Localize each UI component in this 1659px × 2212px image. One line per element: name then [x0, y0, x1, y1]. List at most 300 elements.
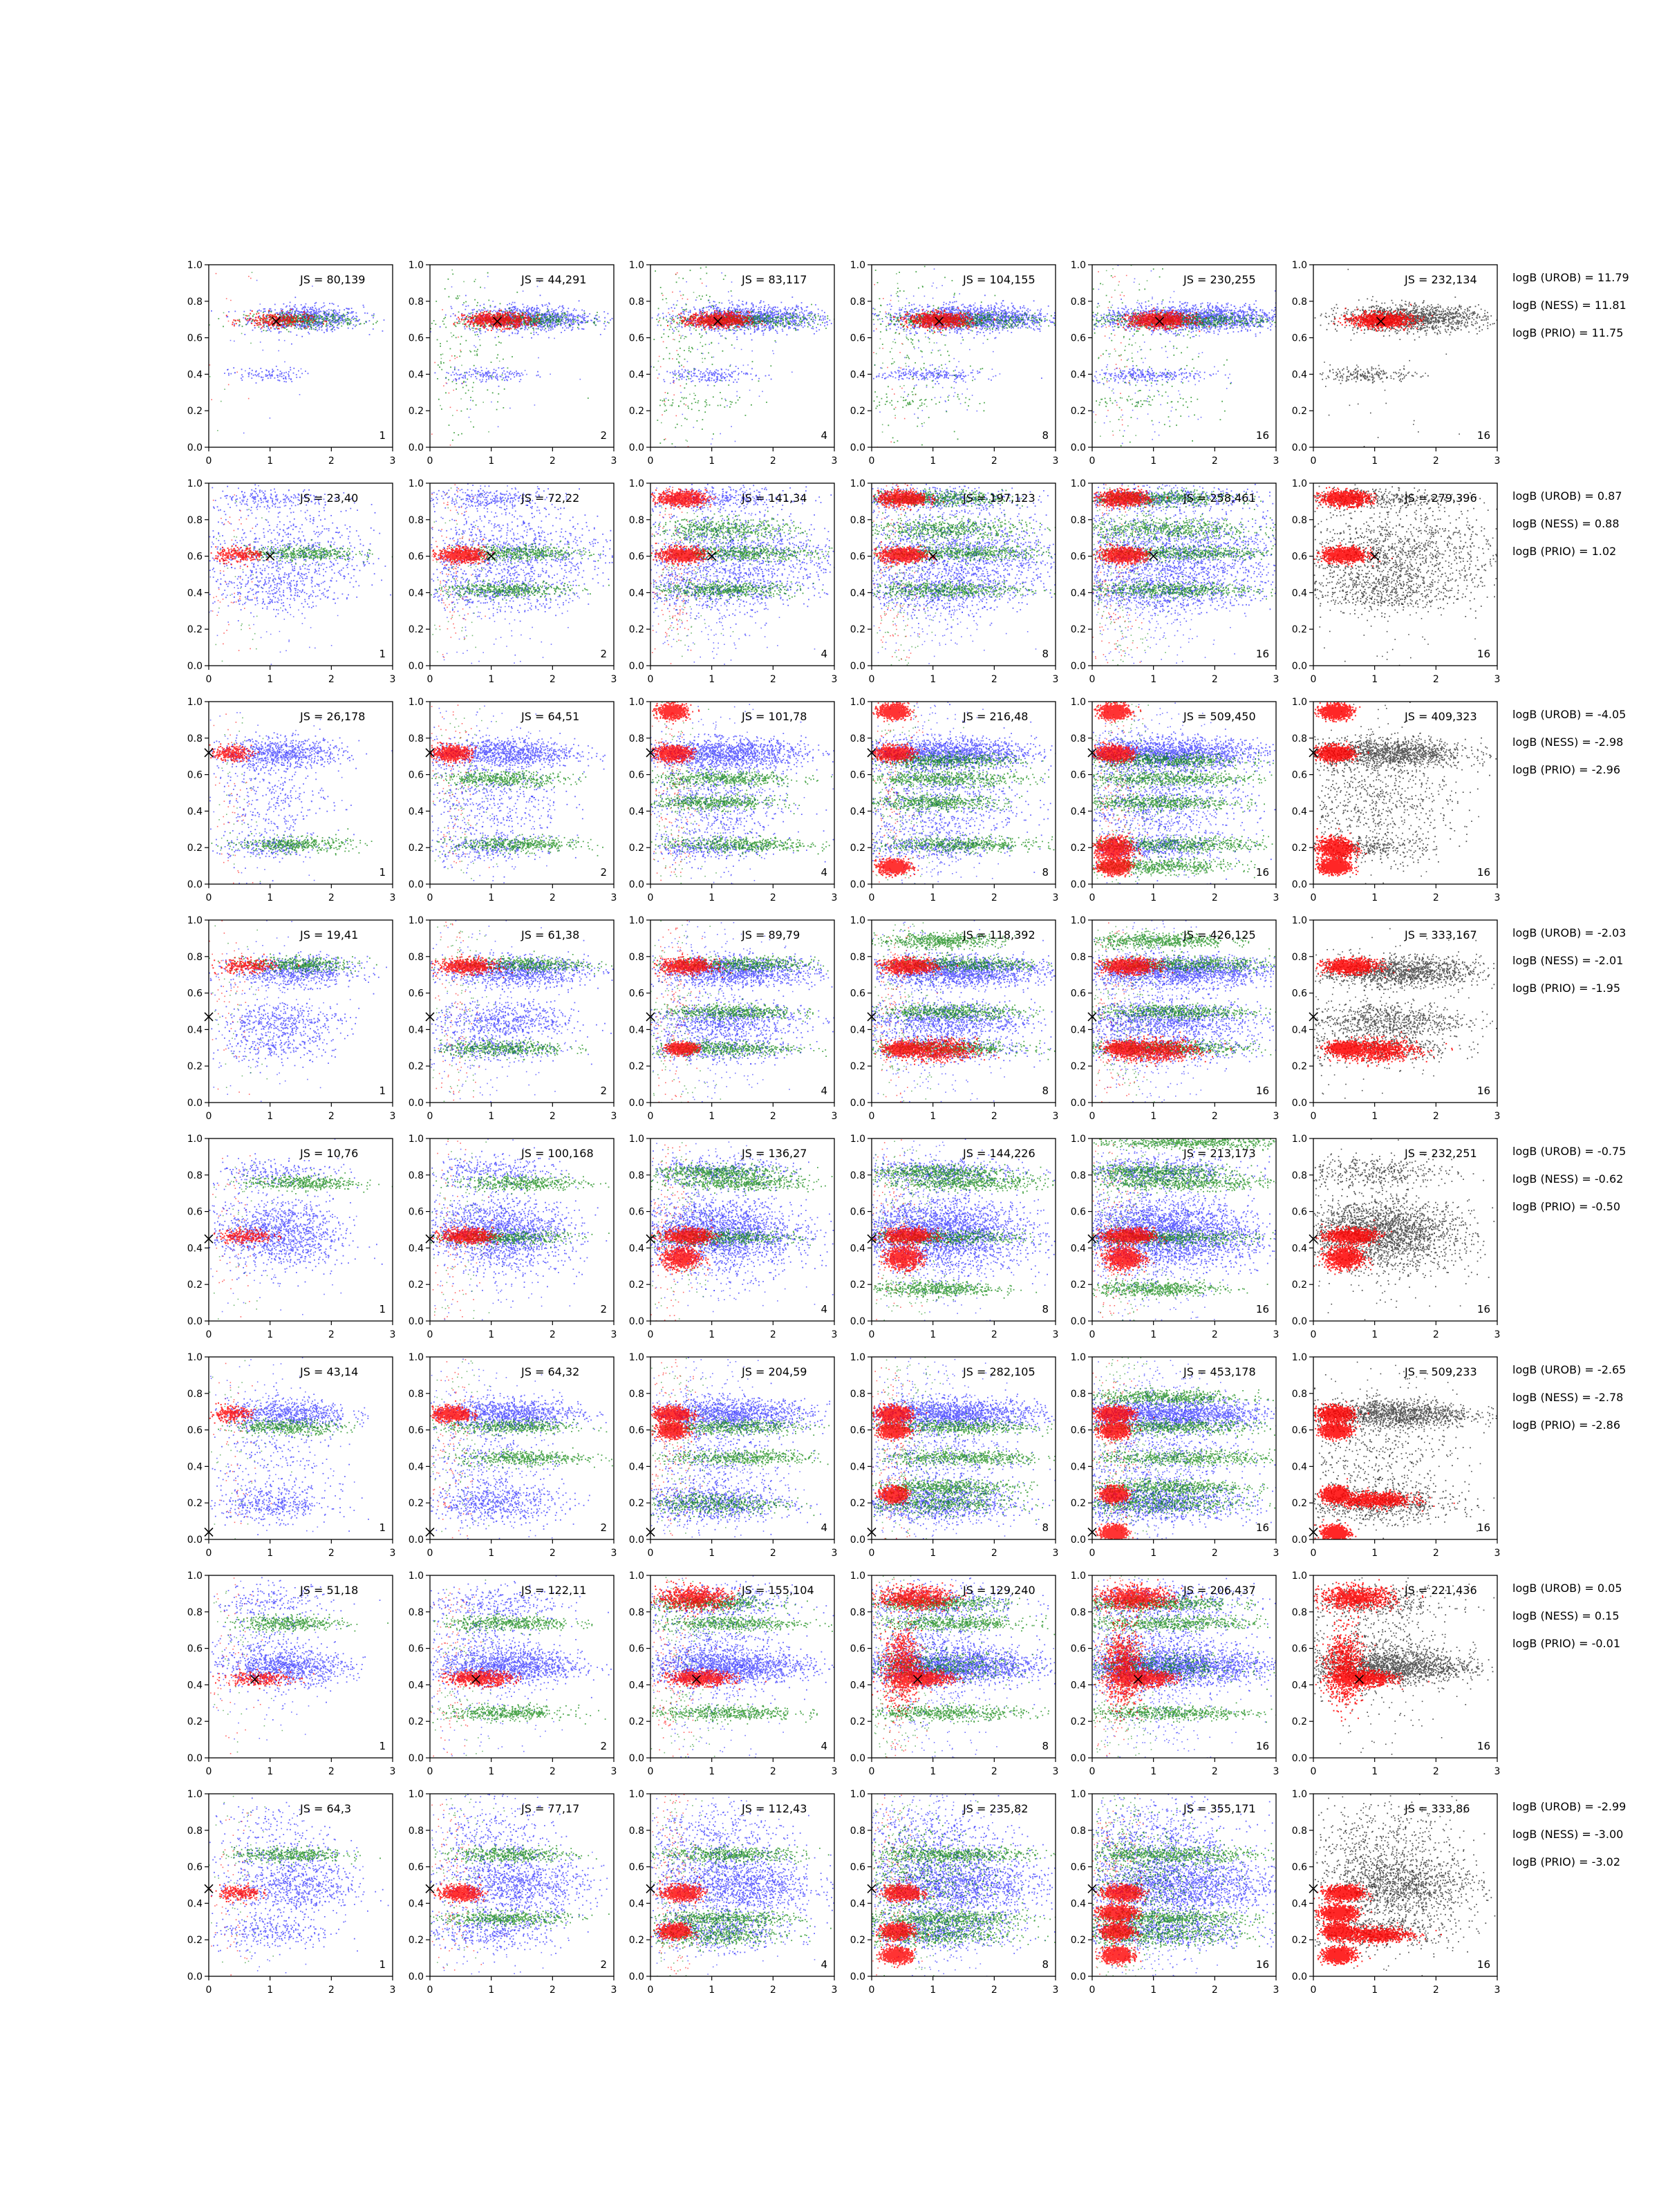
y-tick-label: 0.0	[1070, 1316, 1086, 1327]
subplot-r1-c6	[1292, 260, 1501, 467]
y-tick-label: 0.0	[187, 1971, 203, 1983]
y-tick-label: 0.6	[628, 1425, 644, 1436]
x-tick-label: 0	[868, 1548, 875, 1559]
y-tick-label: 0.8	[1291, 733, 1307, 744]
y-tick-label: 1.0	[408, 1571, 424, 1582]
subplot-r2-c5	[1071, 478, 1280, 685]
sample-count-label: 4	[821, 1958, 827, 1971]
x-tick-label: 1	[930, 674, 937, 685]
y-tick-label: 0.2	[628, 624, 644, 636]
y-tick-label: 0.8	[1070, 951, 1086, 963]
x-tick-label: 3	[831, 674, 838, 685]
subplot-r8-c5	[1071, 1789, 1280, 1996]
x-tick-label: 0	[647, 1111, 654, 1122]
plot-area	[872, 1794, 1057, 1977]
plot-area	[872, 266, 1056, 448]
y-tick-label: 0.8	[850, 1388, 865, 1400]
plot-area	[209, 1357, 369, 1539]
axes-frame	[872, 265, 1056, 447]
y-tick-label: 1.0	[1291, 478, 1307, 489]
x-tick-label: 3	[1052, 674, 1059, 685]
y-tick-label: 0.2	[187, 1280, 203, 1291]
y-tick-label: 1.0	[628, 1789, 644, 1800]
x-tick-label: 2	[1211, 1111, 1218, 1122]
sample-count-label: 16	[1477, 1303, 1490, 1315]
js-annotation: JS = 509,450	[1183, 710, 1256, 723]
scatter-points-blue	[209, 1153, 382, 1286]
y-tick-label: 0.0	[628, 661, 644, 672]
js-annotation: JS = 355,171	[1183, 1802, 1256, 1815]
scatter-points-red	[1313, 702, 1369, 877]
x-tick-label: 1	[709, 456, 715, 467]
x-tick-label: 0	[868, 456, 875, 467]
subplot-r6-c2	[409, 1352, 617, 1559]
subplot-r8-c3	[629, 1789, 838, 1996]
scatter-points-red	[872, 1401, 927, 1505]
y-tick-label: 0.2	[187, 1498, 203, 1510]
x-tick-label: 1	[709, 1985, 715, 1996]
y-tick-label: 1.0	[1070, 697, 1086, 708]
y-tick-label: 0.8	[408, 1388, 424, 1400]
y-tick-label: 1.0	[408, 478, 424, 489]
x-tick-label: 3	[1052, 1548, 1059, 1559]
js-annotation: JS = 100,168	[521, 1147, 594, 1160]
x-tick-label: 0	[868, 1766, 875, 1777]
y-tick-label: 1.0	[628, 1352, 644, 1363]
y-tick-label: 0.2	[628, 1280, 644, 1291]
scatter-points-blue	[211, 297, 384, 384]
axes-frame	[430, 702, 614, 884]
y-tick-label: 1.0	[628, 1134, 644, 1145]
plot-area	[1092, 265, 1277, 447]
js-annotation: JS = 104,155	[963, 273, 1035, 286]
x-tick-label: 2	[328, 1985, 335, 1996]
scatter-points-blue	[435, 294, 613, 386]
y-tick-label: 0.8	[1070, 296, 1086, 308]
scatter-points-green	[873, 266, 1056, 446]
y-tick-label: 0.6	[408, 1643, 424, 1655]
y-tick-label: 0.2	[408, 1935, 424, 1947]
y-tick-label: 0.8	[408, 733, 424, 744]
plot-area	[209, 920, 393, 1102]
scatter-points-red	[651, 920, 703, 1103]
y-tick-label: 0.4	[850, 806, 865, 818]
x-tick-label: 0	[427, 1329, 433, 1340]
sample-count-label: 16	[1255, 429, 1269, 442]
x-tick-label: 2	[1432, 456, 1439, 467]
y-tick-label: 0.6	[1070, 1425, 1086, 1436]
y-tick-label: 0.8	[1291, 1388, 1307, 1400]
y-tick-label: 0.6	[187, 1425, 203, 1436]
x-tick-label: 2	[549, 1766, 556, 1777]
scatter-points-red	[214, 713, 254, 883]
y-tick-label: 0.6	[1070, 1206, 1086, 1218]
y-tick-label: 0.0	[850, 1971, 865, 1983]
x-tick-label: 3	[1494, 1766, 1501, 1777]
x-tick-label: 2	[991, 674, 997, 685]
x-tick-label: 2	[991, 1329, 997, 1340]
y-tick-label: 0.6	[1070, 551, 1086, 563]
y-tick-label: 0.2	[1070, 1280, 1086, 1291]
y-tick-label: 0.8	[628, 1606, 644, 1618]
y-tick-label: 0.4	[1070, 806, 1086, 818]
js-annotation: JS = 122,11	[521, 1584, 587, 1597]
scatter-points-blue	[1092, 290, 1277, 386]
sample-count-label: 4	[821, 1303, 827, 1315]
y-tick-label: 0.2	[628, 406, 644, 418]
plot-area	[872, 1357, 1056, 1540]
x-tick-label: 0	[647, 1548, 654, 1559]
x-tick-label: 3	[1052, 1766, 1059, 1777]
y-tick-label: 0.2	[1291, 1716, 1307, 1728]
js-annotation: JS = 129,240	[963, 1584, 1035, 1597]
y-tick-label: 0.6	[628, 1643, 644, 1655]
y-tick-label: 0.8	[1070, 733, 1086, 744]
plot-area	[650, 702, 834, 885]
y-tick-label: 1.0	[850, 1571, 865, 1582]
scatter-points-black	[1315, 928, 1470, 1099]
x-tick-label: 2	[328, 456, 335, 467]
x-tick-label: 1	[488, 1548, 495, 1559]
x-tick-label: 0	[1310, 1548, 1317, 1559]
y-tick-label: 1.0	[408, 697, 424, 708]
x-tick-label: 2	[549, 1111, 556, 1122]
x-tick-label: 2	[769, 1548, 776, 1559]
y-tick-label: 0.8	[628, 514, 644, 526]
sample-count-label: 16	[1255, 1740, 1269, 1752]
sample-count-label: 16	[1477, 648, 1490, 660]
y-tick-label: 0.6	[850, 1862, 865, 1873]
y-tick-label: 1.0	[408, 915, 424, 926]
y-tick-label: 1.0	[187, 697, 203, 708]
x-tick-label: 0	[647, 1985, 654, 1996]
y-tick-label: 0.4	[187, 1024, 203, 1036]
x-tick-label: 1	[930, 1548, 937, 1559]
y-tick-label: 0.4	[1291, 1461, 1307, 1473]
x-tick-label: 0	[868, 892, 875, 903]
axes-frame	[209, 1357, 393, 1539]
y-tick-label: 0.6	[408, 769, 424, 781]
y-tick-label: 0.8	[628, 1825, 644, 1837]
y-tick-label: 0.0	[850, 1098, 865, 1109]
y-tick-label: 0.4	[1070, 1243, 1086, 1255]
x-tick-label: 0	[427, 1111, 433, 1122]
y-tick-label: 0.6	[408, 332, 424, 344]
js-annotation: JS = 118,392	[963, 928, 1035, 941]
y-tick-label: 0.4	[1070, 1898, 1086, 1910]
x-tick-label: 3	[1494, 1329, 1501, 1340]
y-tick-label: 0.2	[850, 1280, 865, 1291]
scatter-points-red	[650, 487, 700, 664]
sample-count-label: 16	[1255, 648, 1269, 660]
x-tick-label: 1	[1150, 1766, 1157, 1777]
y-tick-label: 0.8	[408, 1606, 424, 1618]
y-tick-label: 1.0	[187, 1571, 203, 1582]
x-tick-label: 0	[868, 1111, 875, 1122]
y-tick-label: 0.0	[850, 1535, 865, 1546]
x-tick-label: 2	[1432, 674, 1439, 685]
logb-annotation: logB (PRIO) = -0.50	[1512, 1200, 1620, 1213]
y-tick-label: 0.4	[1291, 588, 1307, 599]
logb-annotation: logB (NESS) = 11.81	[1512, 299, 1627, 312]
y-tick-label: 1.0	[187, 915, 203, 926]
plot-area	[430, 1358, 612, 1539]
subplot-r1-c3	[629, 260, 838, 467]
x-tick-label: 0	[1089, 1329, 1096, 1340]
x-tick-label: 3	[1494, 1111, 1501, 1122]
x-tick-label: 0	[1310, 456, 1317, 467]
y-tick-label: 0.2	[628, 1498, 644, 1510]
x-tick-label: 0	[647, 456, 654, 467]
y-tick-label: 0.0	[187, 879, 203, 890]
y-tick-label: 1.0	[628, 697, 644, 708]
subplot-r4-c5	[1071, 915, 1280, 1122]
plot-area	[650, 267, 835, 448]
x-tick-label: 3	[1052, 1111, 1059, 1122]
scatter-points-blue	[1092, 485, 1255, 667]
axes-frame	[1092, 1357, 1276, 1539]
x-tick-label: 2	[991, 1548, 997, 1559]
scatter-points-blue	[430, 276, 581, 427]
x-tick-label: 0	[427, 1548, 433, 1559]
sample-count-label: 8	[1042, 1085, 1049, 1097]
x-tick-label: 3	[831, 1985, 838, 1996]
x-tick-label: 0	[868, 674, 875, 685]
scatter-points-red	[431, 485, 486, 658]
y-tick-label: 0.2	[187, 1061, 203, 1073]
x-tick-label: 2	[769, 892, 776, 903]
plot-area	[1313, 702, 1497, 884]
sample-count-label: 4	[821, 648, 827, 660]
y-tick-label: 0.8	[628, 951, 644, 963]
x-tick-label: 2	[991, 1985, 997, 1996]
y-tick-label: 0.0	[1070, 1971, 1086, 1983]
js-annotation: JS = 80,139	[300, 273, 366, 286]
sample-count-label: 16	[1477, 1521, 1490, 1534]
scatter-points-green	[872, 748, 1054, 856]
axes-frame	[209, 265, 393, 447]
js-annotation: JS = 409,323	[1405, 710, 1477, 723]
x-tick-label: 2	[1211, 1329, 1218, 1340]
plot-area	[1092, 1794, 1277, 1977]
x-tick-label: 2	[769, 1329, 776, 1340]
y-tick-label: 0.4	[1291, 1243, 1307, 1255]
subplot-r6-c1	[187, 1352, 396, 1559]
sample-count-label: 2	[600, 1521, 607, 1534]
x-tick-label: 1	[930, 892, 937, 903]
x-tick-label: 2	[991, 456, 997, 467]
x-tick-label: 1	[1150, 1548, 1157, 1559]
plot-area	[1313, 1138, 1494, 1320]
plot-area	[1092, 1575, 1277, 1759]
subplot-r3-c1	[187, 697, 396, 903]
y-tick-label: 0.2	[1291, 1498, 1307, 1510]
x-tick-label: 1	[709, 1111, 715, 1122]
sample-count-label: 8	[1042, 429, 1049, 442]
subplot-r3-c3	[629, 697, 838, 903]
plot-area	[1313, 928, 1497, 1099]
x-tick-label: 0	[1310, 1985, 1317, 1996]
y-tick-label: 0.2	[187, 624, 203, 636]
scatter-points-green	[216, 500, 282, 666]
logb-annotation: logB (UROB) = 0.87	[1512, 489, 1622, 503]
x-tick-label: 0	[1089, 1766, 1096, 1777]
y-tick-label: 1.0	[850, 260, 865, 271]
y-tick-label: 0.0	[1291, 442, 1307, 453]
sample-count-label: 8	[1042, 1740, 1049, 1752]
x-tick-label: 3	[1494, 892, 1501, 903]
x-tick-label: 0	[1310, 1111, 1317, 1122]
subplot-r5-c6	[1292, 1134, 1501, 1340]
js-annotation: JS = 282,105	[963, 1365, 1035, 1378]
x-tick-label: 0	[205, 1766, 212, 1777]
y-tick-label: 0.0	[628, 879, 644, 890]
plot-area	[1092, 484, 1277, 667]
y-tick-label: 0.0	[1291, 661, 1307, 672]
x-tick-label: 2	[769, 1766, 776, 1777]
x-tick-label: 3	[389, 456, 396, 467]
js-annotation: JS = 141,34	[742, 491, 807, 505]
y-tick-label: 1.0	[187, 1352, 203, 1363]
subplot-r7-c1	[187, 1571, 396, 1777]
x-tick-label: 3	[1052, 892, 1059, 903]
plot-area	[210, 1577, 388, 1759]
x-tick-label: 0	[205, 892, 212, 903]
y-tick-label: 0.8	[850, 1825, 865, 1837]
y-tick-label: 0.2	[628, 1935, 644, 1947]
y-tick-label: 0.0	[628, 1753, 644, 1764]
js-annotation: JS = 453,178	[1183, 1365, 1256, 1378]
logb-annotation: logB (UROB) = -4.05	[1512, 708, 1627, 721]
x-tick-label: 1	[267, 1329, 274, 1340]
js-annotation: JS = 44,291	[521, 273, 587, 286]
sample-count-label: 16	[1255, 866, 1269, 879]
y-tick-label: 0.6	[1070, 332, 1086, 344]
y-tick-label: 0.8	[187, 733, 203, 744]
y-tick-label: 0.2	[850, 406, 865, 418]
js-annotation: JS = 64,32	[521, 1365, 580, 1378]
y-tick-label: 0.8	[1291, 1170, 1307, 1181]
y-tick-label: 1.0	[408, 1352, 424, 1363]
y-tick-label: 0.6	[850, 1206, 865, 1218]
y-tick-label: 0.0	[408, 1098, 424, 1109]
subplot-r6-c4	[850, 1352, 1059, 1559]
y-tick-label: 0.8	[1070, 514, 1086, 526]
x-tick-label: 3	[831, 1548, 838, 1559]
plot-area	[430, 704, 606, 885]
x-tick-label: 3	[610, 1329, 617, 1340]
axes-frame	[430, 265, 614, 447]
js-annotation: JS = 10,76	[300, 1147, 359, 1160]
y-tick-label: 0.8	[850, 514, 865, 526]
logb-annotation: logB (UROB) = -0.75	[1512, 1145, 1627, 1158]
plot-area	[650, 1794, 834, 1977]
y-tick-label: 0.2	[187, 843, 203, 854]
logb-annotation: logB (NESS) = -3.00	[1512, 1828, 1624, 1841]
y-tick-label: 0.6	[1291, 1643, 1307, 1655]
y-tick-label: 0.2	[1070, 1498, 1086, 1510]
y-tick-label: 1.0	[1070, 1789, 1086, 1800]
js-annotation: JS = 235,82	[963, 1802, 1029, 1815]
scatter-points-red	[209, 1403, 256, 1425]
scatter-points-blue	[872, 486, 1036, 664]
y-tick-label: 0.0	[1070, 1535, 1086, 1546]
y-tick-label: 0.6	[1291, 769, 1307, 781]
js-annotation: JS = 72,22	[521, 491, 580, 505]
y-tick-label: 0.6	[1070, 1643, 1086, 1655]
x-tick-label: 2	[991, 1111, 997, 1122]
plot-area	[872, 1575, 1056, 1759]
x-tick-label: 1	[1371, 674, 1378, 685]
y-tick-label: 0.0	[850, 442, 865, 453]
scatter-points-red	[433, 1877, 489, 1904]
y-tick-label: 0.6	[850, 1425, 865, 1436]
js-annotation: JS = 19,41	[300, 928, 359, 941]
y-tick-label: 0.0	[628, 442, 644, 453]
js-annotation: JS = 230,255	[1183, 273, 1256, 286]
x-tick-label: 2	[328, 892, 335, 903]
y-tick-label: 1.0	[1291, 1134, 1307, 1145]
x-tick-label: 1	[1371, 1766, 1378, 1777]
sample-count-label: 8	[1042, 1521, 1049, 1534]
y-tick-label: 0.6	[850, 332, 865, 344]
sample-count-label: 2	[600, 1303, 607, 1315]
y-tick-label: 0.0	[850, 661, 865, 672]
scatter-points-black	[1324, 269, 1460, 447]
y-tick-label: 1.0	[850, 697, 865, 708]
scatter-points-green	[650, 1591, 833, 1725]
scatter-points-red	[431, 921, 480, 1100]
y-tick-label: 0.0	[1070, 879, 1086, 890]
y-tick-label: 0.2	[408, 1498, 424, 1510]
y-tick-label: 0.0	[408, 879, 424, 890]
subplot-r2-c4	[850, 478, 1059, 685]
y-tick-label: 0.0	[850, 879, 865, 890]
scatter-points-black	[1313, 1374, 1497, 1539]
x-tick-label: 1	[488, 1985, 495, 1996]
scatter-points-blue	[1093, 265, 1230, 444]
x-tick-label: 3	[389, 1985, 396, 1996]
y-tick-label: 0.4	[187, 1898, 203, 1910]
x-tick-label: 2	[328, 1329, 335, 1340]
subplot-r1-c5	[1071, 260, 1280, 467]
scatter-points-red	[1092, 485, 1145, 666]
sample-count-label: 1	[379, 1085, 386, 1097]
x-tick-label: 3	[610, 1766, 617, 1777]
scatter-points-blue	[872, 704, 1056, 884]
x-tick-label: 3	[831, 892, 838, 903]
x-tick-label: 1	[1150, 456, 1157, 467]
subplot-r5-c2	[409, 1134, 617, 1340]
y-tick-label: 0.8	[628, 1170, 644, 1181]
y-tick-label: 0.6	[628, 1862, 644, 1873]
scatter-points-red	[1096, 271, 1133, 435]
x-tick-label: 3	[1494, 1985, 1501, 1996]
y-tick-label: 1.0	[850, 478, 865, 489]
subplot-r3-c2	[409, 697, 617, 903]
scatter-points-red	[657, 272, 703, 447]
scatter-points-red	[431, 704, 490, 868]
sample-count-label: 1	[379, 1740, 386, 1752]
x-tick-label: 1	[930, 456, 937, 467]
js-annotation: JS = 155,104	[742, 1584, 814, 1597]
x-tick-label: 0	[1310, 1766, 1317, 1777]
x-tick-label: 3	[1273, 1985, 1280, 1996]
y-tick-label: 1.0	[628, 1571, 644, 1582]
x-tick-label: 2	[1211, 1548, 1218, 1559]
axes-frame	[1313, 265, 1497, 447]
y-tick-label: 0.2	[628, 1716, 644, 1728]
